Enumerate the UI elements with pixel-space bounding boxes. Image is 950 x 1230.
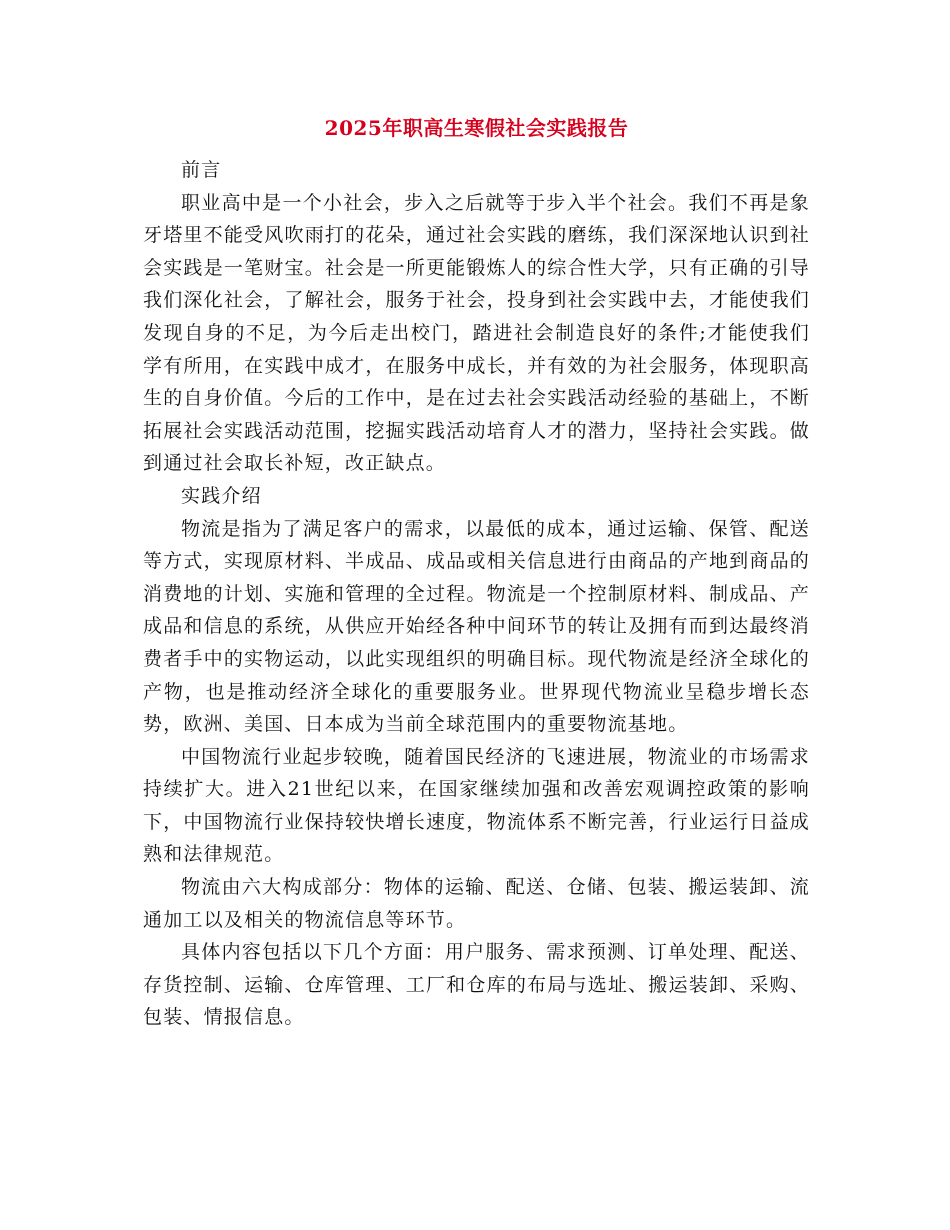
section-heading-introduction: 实践介绍 — [181, 484, 262, 507]
preface-paragraph: 职业高中是一个小社会，步入之后就等于步入半个社会。我们不再是象牙塔里不能受风吹雨打的花朵，通过社会实践的磨练，我们深深地认识到社会实践是一笔财宝。社会是一所更能锻炼人的综合性大学，只有正确的引导我们深化社会，了解社会，服务于社会，投身到社会实践中去，才能使我们发现自身的不足，为今后走出校门，踏进社会制造良好的条件;才能使我们学有所用，在实践中成才，在服务中成长，并有效的为社会服务，体现职高生的自身价值。今后的工作中，是在过去社会实践活动经验的基础上，不断拓展社会实践活动范围，挖掘实践活动培育人才的潜力，坚持社会实践。做到通过社会取长补短，改正缺点。 — [143, 191, 810, 475]
document-title: 2025年职高生寒假社会实践报告 — [324, 116, 629, 140]
intro-paragraph-components: 物流由六大构成部分：物体的运输、配送、仓储、包装、搬运装卸、流通加工以及相关的物流信息等环节。 — [143, 876, 810, 931]
intro-paragraph-china-logistics: 中国物流行业起步较晚，随着国民经济的飞速进展，物流业的市场需求持续扩大。进入21世纪以来，在国家继续加强和改善宏观调控政策的影响下，中国物流行业保持较快增长速度，物流体系不断完善，行业运行日益成熟和法律规范。 — [143, 745, 810, 866]
intro-paragraph-logistics-definition: 物流是指为了满足客户的需求，以最低的成本，通过运输、保管、配送等方式，实现原材料、半成品、成品或相关信息进行由商品的产地到商品的消费地的计划、实施和管理的全过程。物流是一个控制原材料、制成品、产成品和信息的系统，从供应开始经各种中间环节的转让及拥有而到达最终消费者手中的实物运动，以此实现组织的明确目标。现代物流是经济全球化的产物，也是推动经济全球化的重要服务业。世界现代物流业呈稳步增长态势，欧洲、美国、日本成为当前全球范围内的重要物流基地。 — [143, 517, 810, 736]
section-heading-preface: 前言 — [181, 159, 222, 181]
intro-paragraph-content: 具体内容包括以下几个方面：用户服务、需求预测、订单处理、配送、存货控制、运输、仓库管理、工厂和仓库的布局与选址、搬运装卸、采购、包装、情报信息。 — [143, 941, 810, 1029]
